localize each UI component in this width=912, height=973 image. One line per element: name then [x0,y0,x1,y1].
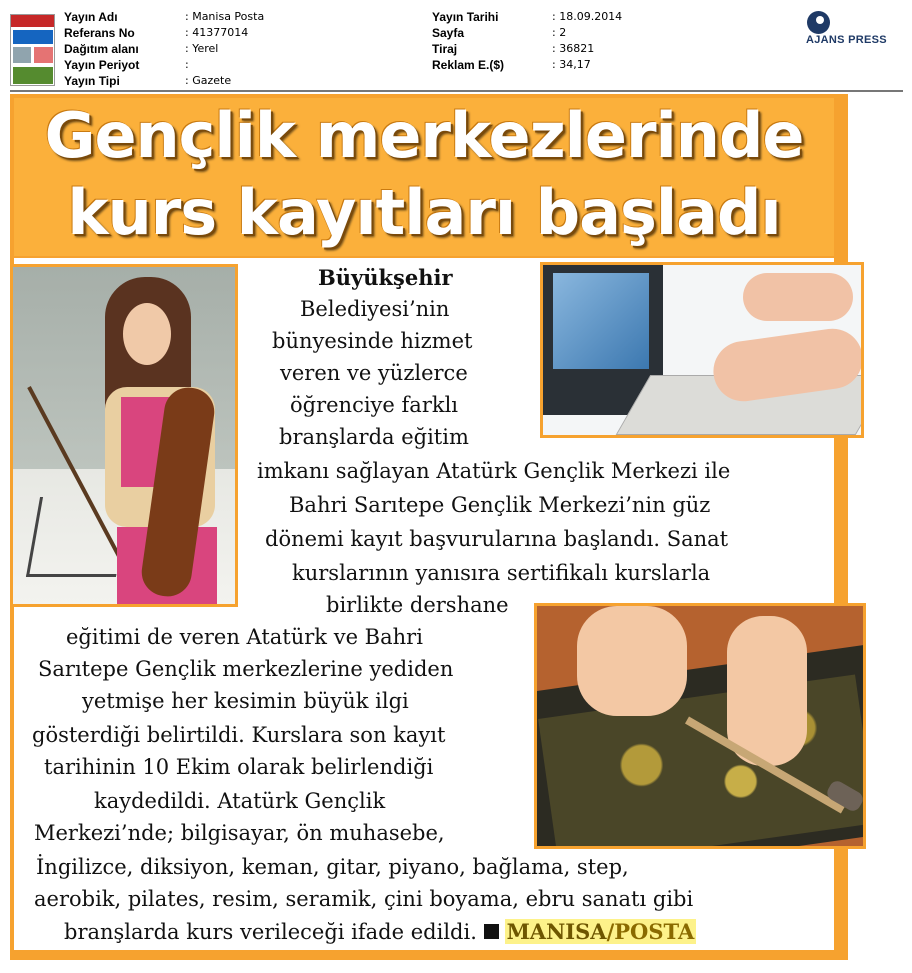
logo-mark-icon [807,11,830,34]
keyboard-typing-photo [540,262,864,438]
body-line: kaydedildi. Atatürk Gençlik [94,789,386,813]
meta-row [432,25,622,41]
meta-row [432,41,622,57]
body-line: bünyesinde hizmet [272,329,473,353]
article-headline [14,97,834,251]
meta-row [64,73,264,89]
header-divider [10,90,903,92]
body-line: Sarıtepe Gençlik merkezlerine yediden [38,657,454,681]
body-line: tarihinin 10 Ekim olarak belirlendiği [44,755,434,779]
violin-girl-photo [10,264,238,607]
meta-label: Yayın Adı [64,10,118,24]
body-line: Bahri Sarıtepe Gençlik Merkezi’nin güz [289,493,711,517]
meta-label: Yayın Tipi [64,74,120,88]
meta-row [64,25,264,41]
meta-label: Yayın Periyot [64,58,140,72]
body-line: kurslarının yanısıra sertifikalı kurslarla [292,561,711,585]
headline-line: Gençlik merkezlerinde [44,99,804,172]
body-line: yetmişe her kesimin büyük ilgi [82,689,409,713]
meta-row [432,57,622,73]
body-line: aerobik, pilates, resim, seramik, çini boyama, ebru sanatı gibi [34,887,694,911]
meta-row [64,41,264,57]
logo-text: AJANS PRESS [806,34,887,46]
body-line: eğitimi de veren Atatürk ve Bahri [66,625,423,649]
meta-value: : 34,17 [552,58,591,71]
headline-line: kurs kayıtları başladı [67,176,781,249]
meta-value: : Yerel [185,42,219,55]
meta-value: : Gazete [185,74,232,87]
body-line: imkanı sağlayan Atatürk Gençlik Merkezi ile [257,459,731,483]
body-line: birlikte dershane [326,593,509,617]
meta-value: : Manisa Posta [185,10,265,23]
meta-label: Referans No [64,26,135,40]
meta-left-block [64,9,264,89]
meta-value: : 18.09.2014 [552,10,623,23]
ajans-press-logo [806,10,906,50]
meta-value: : 2 [552,26,567,39]
body-line: Belediyesi’nin [300,297,450,321]
body-line: branşlarda kurs verileceği ifade edildi. [64,920,477,944]
meta-value: : [185,58,189,71]
meta-label: Reklam E.($) [432,58,505,72]
meta-row [64,9,264,25]
body-line: veren ve yüzlerce [280,361,468,385]
meta-label: Sayfa [432,26,465,40]
end-square-icon [484,920,505,944]
meta-label: Dağıtım alanı [64,42,139,56]
meta-label: Tiraj [432,42,458,56]
signature-tag: MANISA/POSTA [506,919,695,944]
newspaper-thumbnail [10,14,55,86]
meta-label: Yayın Tarihi [432,10,499,24]
meta-right-block [432,9,622,73]
body-line: dönemi kayıt başvurularına başlandı. Sanat [265,527,729,551]
body-line-final [64,916,696,949]
meta-value: : 36821 [552,42,595,55]
ebru-marbling-photo [534,603,866,849]
body-line: öğrenciye farklı [290,393,459,417]
body-line: Büyükşehir [318,265,453,290]
meta-value: : 41377014 [185,26,249,39]
body-line: İngilizce, diksiyon, keman, gitar, piyano, bağlama, step, [36,855,629,879]
body-line: branşlarda eğitim [279,425,469,449]
meta-row [64,57,264,73]
meta-row [432,9,622,25]
body-line: Merkezi’nde; bilgisayar, ön muhasebe, [34,821,445,845]
body-line: gösterdiği belirtildi. Kurslara son kayıt [32,723,446,747]
